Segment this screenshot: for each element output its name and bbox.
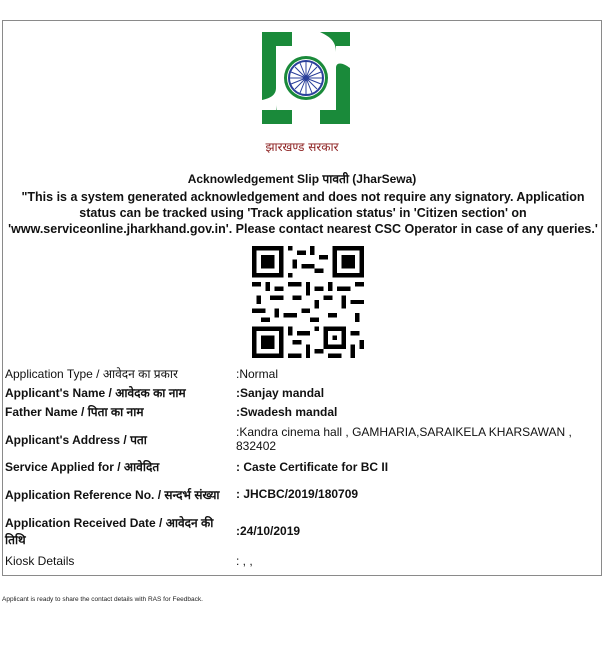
- application-type-label: Application Type / आवेदन का प्रकार: [5, 367, 178, 381]
- application-details-table: [5, 364, 601, 571]
- table-row: [5, 512, 601, 550]
- applicant-name-value: :Sanjay mandal: [236, 385, 325, 400]
- govt-name-text: झारखण्ड सरकार: [265, 140, 339, 154]
- slip-title: Acknowledgement Slip पावती (JharSewa): [187, 172, 417, 186]
- qr-code-icon: [252, 246, 364, 358]
- jharkhand-emblem-icon: [256, 28, 356, 128]
- applicant-address-value: :Kandra cinema hall , GAMHARIA,SARAIKELA KHARSAWAN , 832402: [236, 425, 572, 453]
- table-row: [5, 550, 601, 571]
- application-type-value: :Normal: [236, 366, 279, 381]
- father-name-label: Father Name / पिता का नाम: [5, 405, 144, 419]
- service-applied-label: Service Applied for / आवेदित: [5, 460, 160, 474]
- kiosk-details-value: : , ,: [236, 553, 253, 568]
- received-date-label: Application Received Date / आवेदन की तिथि: [5, 516, 214, 547]
- table-row: [5, 402, 601, 421]
- table-row: [5, 364, 601, 383]
- table-row: [5, 476, 601, 512]
- kiosk-details-label: Kiosk Details: [5, 553, 75, 568]
- received-date-value: :24/10/2019: [236, 524, 301, 538]
- applicant-address-label: Applicant's Address / पता: [5, 432, 147, 447]
- applicant-name-label: Applicant's Name / आवेदक का नाम: [5, 386, 186, 400]
- table-row: [5, 383, 601, 402]
- reference-no-label: Application Reference No. / सन्दर्भ संख्या: [5, 487, 220, 502]
- table-row: [5, 421, 601, 457]
- father-name-value: :Swadesh mandal: [236, 404, 338, 419]
- system-notice: "This is a system generated acknowledgement and does not require any signatory. Application status can be tracked using 'Track application status' in 'Citizen section' on 'www.serviceonline.jharkhand.gov.in'. Please contact nearest CSC Operator in case of any queries.': [8, 190, 598, 236]
- reference-no-value: : JHCBC/2019/180709: [236, 487, 359, 501]
- feedback-footer-note: Applicant is ready to share the contact details with RAS for Feedback.: [2, 596, 203, 603]
- table-row: [5, 457, 601, 476]
- service-applied-value: : Caste Certificate for BC II: [236, 459, 389, 474]
